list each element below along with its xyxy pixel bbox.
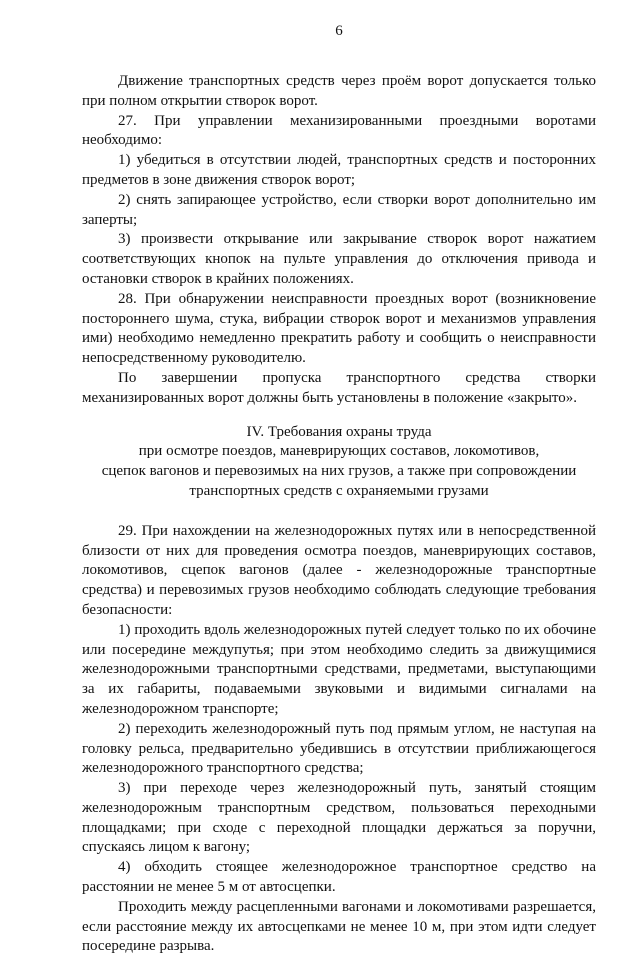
list-item: 1) убедиться в отсутствии людей, транспортных средств и посторонних предметов в зоне движения створок ворот;: [82, 152, 596, 188]
section-subtitle-line: при осмотре поездов, маневрирующих составов, локомотивов,: [138, 443, 540, 460]
list-item: 2) переходить железнодорожный путь под прямым углом, не наступая на головку рельса, предварительно убедившись в отсутствии приближающегося железнодорожного транспортного средства;: [82, 720, 596, 777]
paragraph-item-28: 28. При обнаружении неисправности проездных ворот (возникновение постороннего шума, стука, вибрации створок ворот и механизмов управления ими) необходимо немедленно прекратить работу и сообщить о неисправности непосредственному руководителю.: [82, 290, 596, 367]
list-item: 4) обходить стоящее железнодорожное транспортное средство на расстоянии не менее 5 м от автосцепки.: [82, 859, 596, 896]
page-number: 6: [335, 23, 343, 39]
paragraph-item-27: 27. При управлении механизированными проездными воротами необходимо:: [82, 112, 596, 149]
section-title: IV. Требования охраны труда: [246, 423, 432, 440]
list-item: 1) проходить вдоль железнодорожных путей следует только по их обочине или посередине междупутья; при этом необходимо следить за движущимися железнодорожными транспортными средствами, предметами, выступающими за их габариты, подаваемыми звуковыми и видимыми сигналами на железнодорожном транспорте;: [82, 621, 596, 717]
paragraph-item-29: 29. При нахождении на железнодорожных путях или в непосредственной близости от них для проведения осмотра поездов, маневрирующих составов, локомотивов, сцепок вагонов (далее - железнодорожные транспортные средства) и перевозимых грузов необходимо соблюдать следующие требования безопасности:: [82, 522, 596, 618]
list-item: 3) произвести открывание или закрывание створок ворот нажатием соответствующих кнопок на пульте управления до отключения привода и остановки створок в крайних положениях.: [82, 231, 596, 287]
section-subtitle-line: транспортных средств с охраняемыми грузами: [189, 482, 489, 499]
paragraph: Проходить между расцепленными вагонами и локомотивами разрешается, если расстояние между их автосцепками не менее 10 м, при этом идти следует посередине разрыва.: [82, 898, 596, 955]
paragraph: По завершении пропуска транспортного средства створки механизированных ворот должны быть установлены в положение «закрыто».: [82, 369, 596, 406]
spacer: [82, 502, 596, 522]
list-item: 2) снять запирающее устройство, если створки ворот дополнительно им заперты;: [82, 191, 596, 228]
list-item: 3) при переходе через железнодорожный путь, занятый стоящим железнодорожным транспортным средством, пользоваться переходными площадками; при сходе с переходной площадки держаться за поручни, спускаясь лицом к вагону;: [82, 780, 596, 856]
paragraph: Движение транспортных средств через проём ворот допускается только при полном открытии створок ворот.: [82, 73, 596, 109]
paragraphs-before: [82, 72, 596, 409]
paragraphs-after: [82, 522, 596, 957]
section-subtitle: [82, 442, 596, 501]
section-subtitle-line: сцепок вагонов и перевозимых на них грузов, а также при сопровождении: [101, 463, 577, 480]
